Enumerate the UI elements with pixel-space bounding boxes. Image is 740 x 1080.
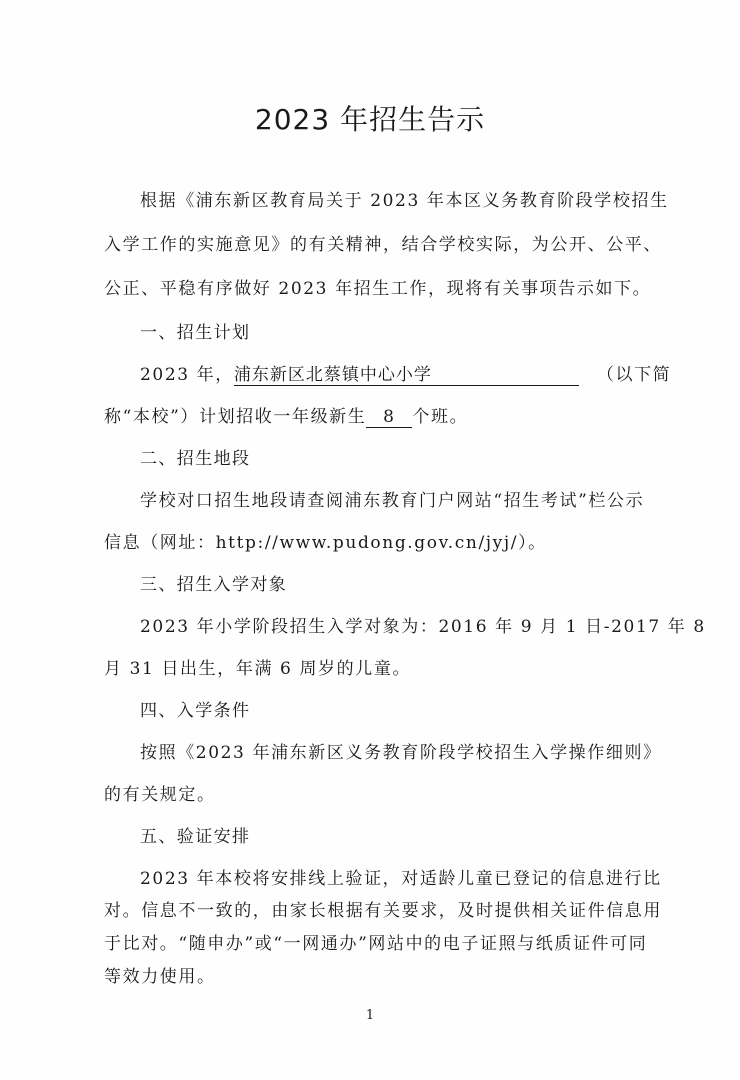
section-2-heading: 二、招生地段 — [140, 449, 251, 469]
section-2-line-1: 学校对口招生地段请查阅浦东教育门户网站“招生考试”栏公示 — [140, 491, 645, 511]
page-number: 1 — [365, 1008, 375, 1023]
section-1-line-2-prefix: 称“本校”）计划招收一年级新生 — [104, 407, 367, 427]
section-4-line-2: 的有关规定。 — [104, 785, 216, 805]
section-1-line-2-suffix: 个班。 — [412, 407, 469, 427]
school-name: 浦东新区北蔡镇中心小学 — [234, 360, 579, 386]
section-1-after-school: （以下简 — [596, 365, 672, 385]
page-title: 2023 年招生告示 — [254, 103, 486, 136]
intro-line-3: 公正、平稳有序做好 2023 年招生工作，现将有关事项告示如下。 — [104, 279, 652, 299]
section-3-line-2: 月 31 日出生，年满 6 周岁的儿童。 — [104, 659, 412, 679]
section-3-heading: 三、招生入学对象 — [140, 575, 288, 595]
section-5-line-3: 于比对。“随申办”或“一网通办”网站中的电子证照与纸质证件可同 — [104, 934, 648, 954]
section-5-line-1: 2023 年本校将安排线上验证，对适龄儿童已登记的信息进行比 — [140, 869, 662, 889]
section-5-line-2: 对。信息不一致的，由家长根据有关要求，及时提供相关证件信息用 — [104, 901, 662, 921]
section-4-heading: 四、入学条件 — [140, 701, 251, 721]
section-5-heading: 五、验证安排 — [140, 827, 251, 847]
section-1-line-2 — [104, 402, 468, 428]
section-1-line-1 — [140, 360, 671, 386]
section-3-line-1: 2023 年小学阶段招生入学对象为：2016 年 9 月 1 日-2017 年 8 — [140, 617, 706, 637]
section-4-line-1: 按照《2023 年浦东新区义务教育阶段学校招生入学操作细则》 — [140, 743, 662, 763]
section-5-line-4: 等效力使用。 — [104, 967, 216, 987]
class-count: 8 — [366, 407, 412, 428]
intro-line-2: 入学工作的实施意见》的有关精神，结合学校实际，为公开、公平、 — [104, 235, 662, 255]
section-1-heading: 一、招生计划 — [140, 323, 251, 343]
section-2-line-2: 信息（网址：http://www.pudong.gov.cn/jyj/）。 — [104, 533, 547, 553]
section-1-year: 2023 年， — [140, 365, 234, 385]
intro-line-1: 根据《浦东新区教育局关于 2023 年本区义务教育阶段学校招生 — [140, 191, 669, 211]
